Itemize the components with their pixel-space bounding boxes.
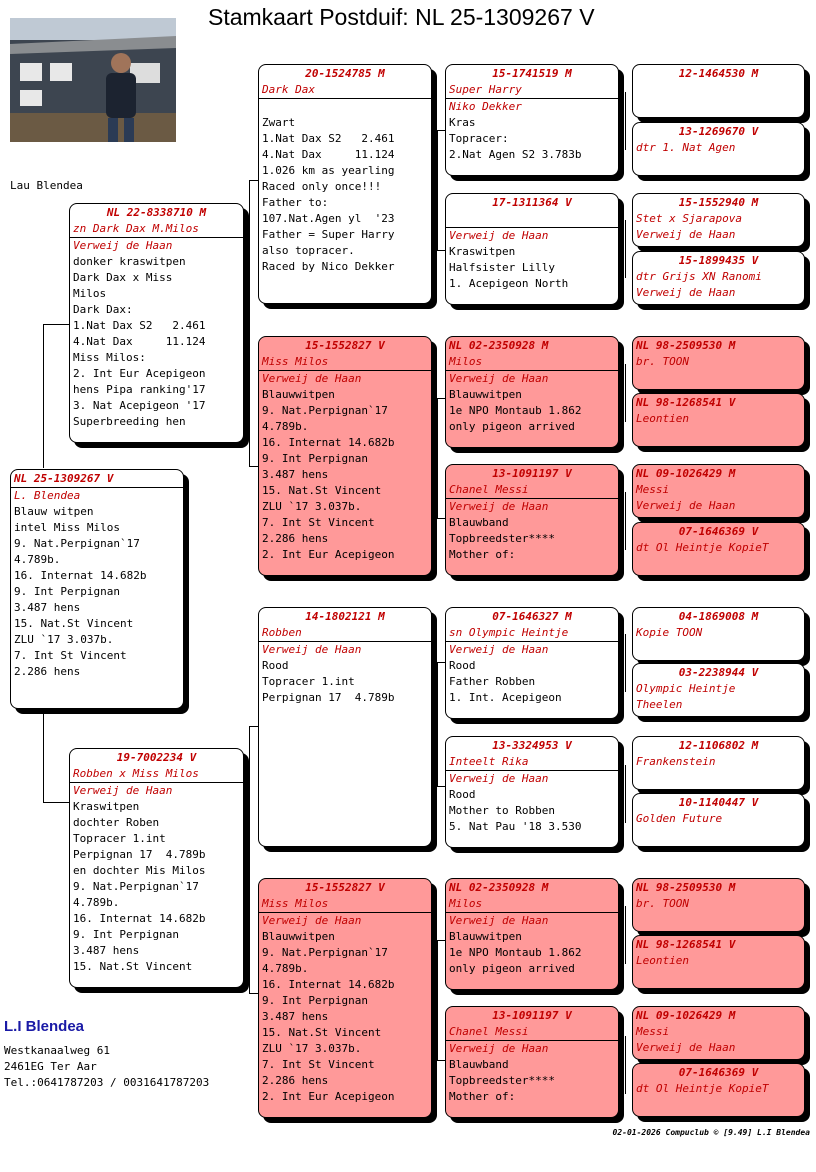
info-line: 3.487 hens: [262, 1010, 329, 1023]
g4-info: [633, 1024, 804, 1056]
g4-card: [632, 607, 805, 661]
g4-card: [632, 1006, 805, 1060]
info-line: 15. Nat.St Vincent: [14, 617, 134, 630]
info-line: br. TOON: [636, 355, 689, 368]
grandparent-ring: 20-1524785 M: [305, 67, 385, 80]
info-line: Raced only once!!!: [262, 180, 382, 193]
g4-info: [633, 482, 804, 514]
info-line: 9. Int Perpignan: [73, 928, 179, 941]
g3-ring: 17-1311364 V: [492, 196, 572, 209]
mother-info: [70, 799, 243, 975]
g3-name: Chanel Messi: [449, 1025, 529, 1038]
info-line: ZLU `17 3.037b.: [262, 500, 362, 513]
info-line: 2.286 hens: [262, 532, 329, 545]
info-line: only pigeon arrived: [449, 962, 575, 975]
g4-ring: 10-1140447 V: [678, 796, 759, 809]
g3-name: sn Olympic Heintje: [449, 626, 569, 639]
print-stamp: 02-01-2026 Compuclub © [9.49] L.I Blendea: [612, 1128, 810, 1137]
info-line: Zwart: [262, 116, 296, 129]
info-line: 4.789b.: [262, 420, 309, 433]
info-line: 2. Int Eur Acepigeon: [73, 367, 206, 380]
g4-ring: 07-1646369 V: [678, 1066, 759, 1079]
info-line: Blauwwitpen: [449, 930, 522, 943]
info-line: Leontien: [636, 954, 689, 967]
info-line: Father = Super Harry: [262, 228, 395, 241]
g4-info: [633, 811, 804, 827]
g4-ring: 03-2238944 V: [678, 666, 759, 679]
info-line: 1e NPO Montaub 1.862: [449, 946, 582, 959]
info-line: ZLU `17 3.037b.: [14, 633, 114, 646]
info-line: Messi: [636, 1025, 670, 1038]
info-line: 1.Nat Dax S2 2.461: [262, 132, 395, 145]
info-line: 9. Nat.Perpignan`17: [262, 946, 388, 959]
g4-ring: NL 98-2509530 M: [636, 881, 736, 894]
info-line: Topracer:: [449, 132, 509, 145]
info-line: 2.286 hens: [14, 665, 81, 678]
g3-card: [445, 193, 619, 305]
g4-ring: NL 09-1026429 M: [636, 467, 736, 480]
info-line: ZLU `17 3.037b.: [262, 1042, 362, 1055]
info-line: Verweij de Haan: [636, 499, 736, 512]
g3-ring: 07-1646327 M: [492, 610, 572, 623]
info-line: 4.789b.: [262, 962, 309, 975]
g4-info: [633, 1081, 804, 1097]
info-line: Topbreedster****: [449, 1074, 555, 1087]
grandparent-name: Dark Dax: [262, 83, 315, 96]
info-line: dtr 1. Nat Agen: [636, 141, 736, 154]
g3-name: Chanel Messi: [449, 483, 529, 496]
info-line: br. TOON: [636, 897, 689, 910]
info-line: 2.Nat Agen S2 3.783b: [449, 148, 582, 161]
info-line: Olympic Heintje: [636, 682, 736, 695]
subject-ring: NL 25-1309267 V: [14, 472, 114, 485]
mother-card: [69, 748, 244, 988]
info-line: 9. Int Perpignan: [262, 452, 368, 465]
g4-info: [633, 269, 804, 301]
g4-ring: 13-1269670 V: [678, 125, 759, 138]
g3-name: Milos: [449, 897, 483, 910]
g4-ring: NL 98-1268541 V: [636, 396, 736, 409]
grandparent-info: [259, 387, 431, 563]
info-line: 7. Int St Vincent: [262, 516, 375, 529]
info-line: 1e NPO Montaub 1.862: [449, 404, 582, 417]
g4-ring: 12-1464530 M: [678, 67, 759, 80]
grandparent-name: Robben: [262, 626, 302, 639]
info-line: dtr Grijs XN Ranomi: [636, 270, 762, 283]
g4-card: [632, 193, 805, 247]
grandmother-maternal-card: [258, 878, 432, 1118]
info-line: Verweij de Haan: [636, 228, 736, 241]
info-line: Father Robben: [449, 675, 536, 688]
page-title: Stamkaart Postduif: NL 25-1309267 V: [208, 4, 595, 30]
g3-card: [445, 1006, 619, 1118]
g4-card: [632, 251, 805, 305]
owner-phone: Tel.:0641787203 / 0031641787203: [4, 1076, 210, 1089]
info-line: 9. Int Perpignan: [14, 585, 120, 598]
g4-info: [633, 411, 804, 427]
info-line: Verweij de Haan: [636, 1041, 736, 1054]
grandparent-info: [259, 929, 431, 1105]
info-line: Kraswitpen: [73, 800, 140, 813]
grandparent-info: [259, 658, 431, 706]
info-line: Frankenstein: [636, 755, 716, 768]
grandparent-ring: 14-1802121 M: [305, 610, 385, 623]
info-line: 16. Internat 14.682b: [73, 912, 206, 925]
g3-ring: 15-1741519 M: [492, 67, 572, 80]
info-line: 9. Nat.Perpignan`17: [14, 537, 140, 550]
g4-card: [632, 522, 805, 576]
g3-ring: NL 02-2350928 M: [449, 339, 549, 352]
info-line: 9. Nat.Perpignan`17: [262, 404, 388, 417]
g3-breeder: Verweij de Haan: [449, 229, 549, 242]
info-line: Halfsister Lilly: [449, 261, 555, 274]
info-line: Kopie TOON: [636, 626, 703, 639]
g3-card: [445, 878, 619, 990]
grandparent-ring: 15-1552827 V: [305, 339, 385, 352]
grandparent-name: Miss Milos: [262, 897, 329, 910]
grandparent-name: Miss Milos: [262, 355, 329, 368]
g3-card: [445, 336, 619, 448]
g3-card: [445, 736, 619, 848]
info-line: 3.487 hens: [73, 944, 140, 957]
info-line: dt Ol Heintje KopieT: [636, 541, 769, 554]
father-info: [70, 254, 243, 430]
g3-info: [446, 787, 618, 835]
owner-name: L.I Blendea: [4, 1018, 85, 1035]
info-line: 107.Nat.Agen yl '23: [262, 212, 395, 225]
mother-ring: 19-7002234 V: [116, 751, 197, 764]
info-line: Perpignan 17 4.789b: [73, 848, 206, 861]
info-line: Topracer 1.int: [73, 832, 166, 845]
g4-info: [633, 354, 804, 370]
info-line: Rood: [449, 788, 476, 801]
g3-breeder: Verweij de Haan: [449, 772, 549, 785]
info-line: 16. Internat 14.682b: [14, 569, 147, 582]
info-line: 9. Int Perpignan: [262, 994, 368, 1007]
g4-info: [633, 211, 804, 243]
father-breeder: Verweij de Haan: [73, 239, 173, 252]
g4-card: [632, 336, 805, 390]
info-line: 3.487 hens: [262, 468, 329, 481]
info-line: 4.789b.: [14, 553, 61, 566]
g3-breeder: Verweij de Haan: [449, 372, 549, 385]
g4-card: [632, 122, 805, 176]
info-line: Dark Dax:: [73, 303, 133, 316]
info-line: 15. Nat.St Vincent: [262, 484, 382, 497]
father-name: zn Dark Dax M.Milos: [73, 222, 199, 235]
subject-breeder: L. Blendea: [14, 489, 81, 502]
g3-info: [446, 515, 618, 563]
g3-info: [446, 244, 618, 292]
info-line: 16. Internat 14.682b: [262, 436, 395, 449]
info-line: hens Pipa ranking'17: [73, 383, 206, 396]
g4-card: [632, 663, 805, 717]
g4-info: [633, 681, 804, 713]
info-line: 1.Nat Dax S2 2.461: [73, 319, 206, 332]
info-line: also topracer.: [262, 244, 355, 257]
g3-ring: 13-1091197 V: [492, 1009, 572, 1022]
g4-ring: 12-1106802 M: [678, 739, 759, 752]
g3-info: [446, 1057, 618, 1105]
g4-info: [633, 540, 804, 556]
g3-ring: 13-1091197 V: [492, 467, 572, 480]
info-line: Blauwband: [449, 1058, 509, 1071]
g4-card: [632, 935, 805, 989]
info-line: Blauwwitpen: [262, 388, 335, 401]
info-line: 1. Acepigeon North: [449, 277, 569, 290]
info-line: Miss Milos:: [73, 351, 146, 364]
grandfather-maternal-card: [258, 607, 432, 847]
info-line: 15. Nat.St Vincent: [73, 960, 193, 973]
info-line: 16. Internat 14.682b: [262, 978, 395, 991]
info-line: 3.487 hens: [14, 601, 81, 614]
g3-card: [445, 64, 619, 176]
g3-info: [446, 658, 618, 706]
owner-address: Westkanaalweg 61: [4, 1044, 110, 1057]
g4-ring: 07-1646369 V: [678, 525, 759, 538]
info-line: 9. Nat.Perpignan`17: [73, 880, 199, 893]
mother-name: Robben x Miss Milos: [73, 767, 199, 780]
g4-card: [632, 878, 805, 932]
g3-breeder: Niko Dekker: [449, 100, 522, 113]
info-line: 2. Int Eur Acepigeon: [262, 548, 395, 561]
owner-label: Lau Blendea: [10, 179, 83, 192]
info-line: donker kraswitpen: [73, 255, 186, 268]
g3-ring: NL 02-2350928 M: [449, 881, 549, 894]
info-line: Father to:: [262, 196, 329, 209]
father-card: [69, 203, 244, 443]
g3-name: Super Harry: [449, 83, 522, 96]
info-line: dochter Roben: [73, 816, 160, 829]
info-line: 2.286 hens: [262, 1074, 329, 1087]
grandparent-breeder: Verweij de Haan: [262, 914, 362, 927]
g3-breeder: Verweij de Haan: [449, 1042, 549, 1055]
info-line: 1.026 km as yearling: [262, 164, 395, 177]
g4-card: [632, 464, 805, 518]
info-line: Mother of:: [449, 548, 516, 561]
info-line: Rood: [449, 659, 476, 672]
info-line: Blauwband: [449, 516, 509, 529]
info-line: Milos: [73, 287, 107, 300]
info-line: 2. Int Eur Acepigeon: [262, 1090, 395, 1103]
g4-ring: 04-1869008 M: [678, 610, 759, 623]
info-line: Rood: [262, 659, 289, 672]
info-line: dt Ol Heintje KopieT: [636, 1082, 769, 1095]
info-line: 4.Nat Dax 11.124: [73, 335, 206, 348]
g3-breeder: Verweij de Haan: [449, 914, 549, 927]
info-line: Kraswitpen: [449, 245, 516, 258]
subject-info: [11, 504, 183, 680]
g4-info: [633, 953, 804, 969]
g4-card: [632, 736, 805, 790]
info-line: Blauw witpen: [14, 505, 94, 518]
g3-breeder: Verweij de Haan: [449, 643, 549, 656]
g3-name: Inteelt Rika: [449, 755, 529, 768]
g4-ring: NL 09-1026429 M: [636, 1009, 736, 1022]
g4-info: [633, 625, 804, 641]
info-line: 5. Nat Pau '18 3.530: [449, 820, 582, 833]
g4-card: [632, 64, 805, 118]
info-line: Dark Dax x Miss: [73, 271, 173, 284]
info-line: Blauwwitpen: [262, 930, 335, 943]
info-line: Mother to Robben: [449, 804, 555, 817]
grandparent-info: [259, 115, 431, 275]
info-line: 1. Int. Acepigeon: [449, 691, 562, 704]
info-line: Messi: [636, 483, 670, 496]
info-line: Perpignan 17 4.789b: [262, 691, 395, 704]
info-line: Theelen: [636, 698, 683, 711]
info-line: 7. Int St Vincent: [14, 649, 127, 662]
info-line: Superbreeding hen: [73, 415, 186, 428]
g4-ring: 15-1899435 V: [678, 254, 759, 267]
info-line: Leontien: [636, 412, 689, 425]
info-line: 4.Nat Dax 11.124: [262, 148, 395, 161]
g3-name: [446, 211, 618, 227]
info-line: only pigeon arrived: [449, 420, 575, 433]
g3-info: [446, 115, 618, 163]
g4-info: [633, 896, 804, 912]
subject-card: [10, 469, 184, 709]
info-line: 4.789b.: [73, 896, 120, 909]
info-line: Kras: [449, 116, 476, 129]
info-line: Raced by Nico Dekker: [262, 260, 395, 273]
info-line: Topracer 1.int: [262, 675, 355, 688]
info-line: en dochter Mis Milos: [73, 864, 206, 877]
info-line: 3. Nat Acepigeon '17: [73, 399, 206, 412]
g4-card: [632, 793, 805, 847]
grandfather-paternal-card: [258, 64, 432, 304]
info-line: Golden Future: [636, 812, 723, 825]
info-line: Mother of:: [449, 1090, 516, 1103]
g3-ring: 13-3324953 V: [492, 739, 572, 752]
g3-card: [445, 464, 619, 576]
grandparent-breeder: Verweij de Haan: [262, 643, 362, 656]
g4-card: [632, 1063, 805, 1117]
owner-photo: [10, 18, 176, 142]
g4-card: [632, 393, 805, 447]
info-line: Blauwwitpen: [449, 388, 522, 401]
info-line: 15. Nat.St Vincent: [262, 1026, 382, 1039]
info-line: intel Miss Milos: [14, 521, 120, 534]
g4-info: [633, 140, 804, 156]
owner-city: 2461EG Ter Aar: [4, 1060, 97, 1073]
info-line: 7. Int St Vincent: [262, 1058, 375, 1071]
g3-breeder: Verweij de Haan: [449, 500, 549, 513]
info-line: Topbreedster****: [449, 532, 555, 545]
g3-name: Milos: [449, 355, 483, 368]
g3-info: [446, 387, 618, 435]
grandmother-paternal-card: [258, 336, 432, 576]
grandparent-breeder: Verweij de Haan: [262, 372, 362, 385]
grandparent-ring: 15-1552827 V: [305, 881, 385, 894]
g4-ring: NL 98-2509530 M: [636, 339, 736, 352]
g4-ring: NL 98-1268541 V: [636, 938, 736, 951]
g4-info: [633, 754, 804, 770]
g3-card: [445, 607, 619, 719]
g4-ring: 15-1552940 M: [678, 196, 759, 209]
info-line: Stet x Sjarapova: [636, 212, 742, 225]
mother-breeder: Verweij de Haan: [73, 784, 173, 797]
info-line: Verweij de Haan: [636, 286, 736, 299]
father-ring: NL 22-8338710 M: [106, 206, 207, 219]
g3-info: [446, 929, 618, 977]
